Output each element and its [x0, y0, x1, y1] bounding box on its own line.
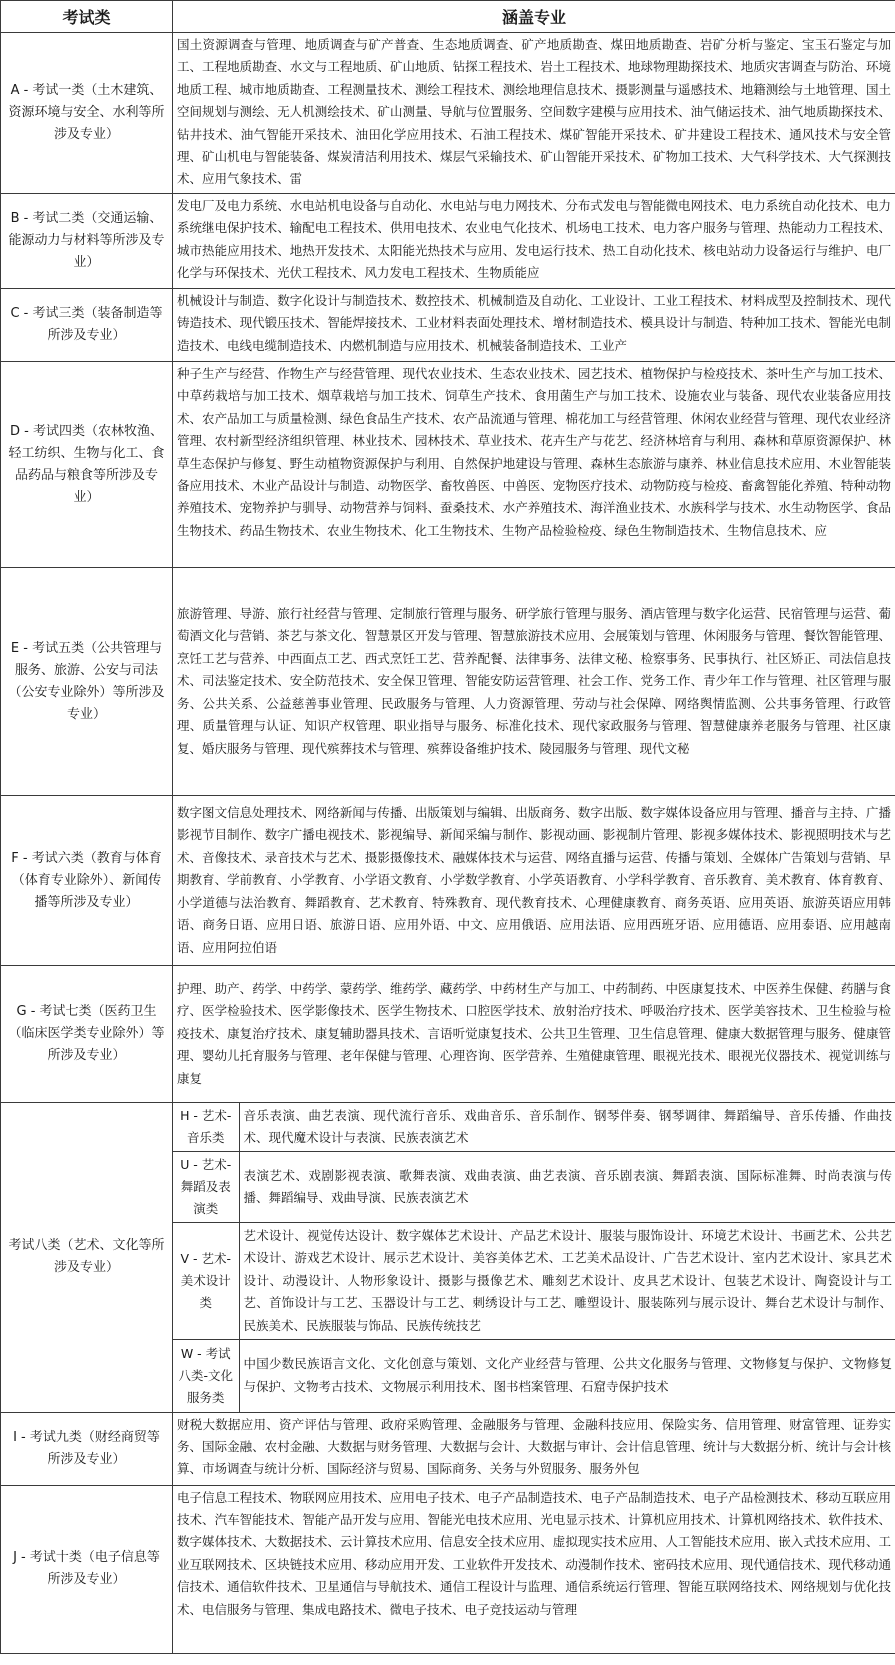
header-exam-category: 考试类 — [1, 1, 173, 33]
subcategory-majors: 音乐表演、曲艺表演、现代流行音乐、戏曲音乐、音乐制作、钢琴伴奏、钢琴调律、舞蹈编导、音乐传播、作曲技术、现代魔术设计与表演、民族表演艺术 — [239, 1103, 895, 1152]
subcategory-majors: 艺术设计、视觉传达设计、数字媒体艺术设计、产品艺术设计、服装与服饰设计、环境艺术设计、书画艺术、公共艺术设计、游戏艺术设计、展示艺术设计、美容美体艺术、工艺美术品设计、广告艺术设计、室内艺术设计、家具艺术设计、动漫设计、人物形象设计、摄影与摄像艺术、雕刻艺术设计、皮具艺术设计、包装艺术设计、陶瓷设计与工艺、首饰设计与工艺、玉器设计与工艺、刺绣设计与工艺、雕塑设计、服装陈列与展示设计、舞台艺术设计与制作、民族美术、民族服装与饰品、民族传统技艺 — [239, 1223, 895, 1340]
category-cell: E - 考试五类（公共管理与服务、旅游、公安与司法（公安专业除外）等所涉及专业） — [1, 568, 173, 796]
table-row — [1, 796, 895, 966]
arts-subcategory-table — [173, 1103, 895, 1412]
majors-cell — [173, 1412, 895, 1485]
majors-text: 旅游管理、导游、旅行社经营与管理、定制旅行管理与服务、研学旅行管理与服务、酒店管理与数字化运营、民宿管理与运营、葡萄酒文化与营销、茶艺与茶文化、智慧景区开发与管理、智慧旅游技术应用、会展策划与管理、休闲服务与管理、餐饮智能管理、烹饪工艺与营养、中西面点工艺、西式烹饪工艺、营养配餐、法律事务、法律文秘、检察事务、民事执行、社区矫正、司法信息技术、司法鉴定技术、安全防范技术、安全保卫管理、智能安防运营管理、社会工作、党务工作、青少年工作与管理、社区管理与服务、公共关系、公益慈善事业管理、民政服务与管理、人力资源管理、劳动与社会保障、网络舆情监测、公共事务管理、行政管理、质量管理与认证、知识产权管理、职业指导与服务、标准化技术、现代家政服务与管理、智慧健康养老服务与管理、社区康复、婚庆服务与管理、现代殡葬技术与管理、殡葬设备维护技术、陵园服务与管理、现代文秘 — [177, 606, 891, 756]
table-row — [1, 1485, 895, 1653]
header-covered-majors: 涵盖专业 — [173, 1, 895, 33]
majors-text: 种子生产与经营、作物生产与经营管理、现代农业技术、生态农业技术、园艺技术、植物保护与检疫技术、茶叶生产与加工技术、中草药栽培与加工技术、烟草栽培与加工技术、饲草生产技术、食用菌生产与加工技术、设施农业与装备、现代农业装备应用技术、农产品加工与质量检测、绿色食品生产技术、农产品流通与管理、棉花加工与经营管理、休闲农业经营与管理、现代农业经济管理、农村新型经济组织管理、林业技术、园林技术、草业技术、花卉生产与花艺、经济林培育与利用、森林和草原资源保护、林草生态保护与修复、野生动植物资源保护与利用、自然保护地建设与管理、森林生态旅游与康养、林业信息技术应用、木业智能装备应用技术、木业产品设计与制造、动物医学、畜牧兽医、中兽医、宠物医疗技术、动物防疫与检疫、畜禽智能化养殖、特种动物养殖技术、宠物养护与驯导、动物营养与饲料、蚕桑技术、水产养殖技术、海洋渔业技术、水族科学与技术、水生动物医学、食品生物技术、药品生物技术、农业生物技术、化工生物技术、生物产品检验检疫、绿色生物制造技术、生物信息技术、应 — [177, 366, 891, 538]
majors-cell — [173, 796, 895, 966]
majors-text: 机械设计与制造、数字化设计与制造技术、数控技术、机械制造及自动化、工业设计、工业工程技术、材料成型及控制技术、现代铸造技术、现代锻压技术、智能焊接技术、工业材料表面处理技术、增材制造技术、模具设计与制造、特种加工技术、智能光电制造技术、电线电缆制造技术、内燃机制造与应用技术、机械装备制造技术、工业产 — [177, 293, 891, 353]
majors-text: 护理、助产、药学、中药学、蒙药学、维药学、藏药学、中药材生产与加工、中药制药、中医康复技术、中医养生保健、药膳与食疗、医学检验技术、医学影像技术、医学生物技术、口腔医学技术、放射治疗技术、呼吸治疗技术、医学美容技术、卫生检验与检疫技术、康复治疗技术、康复辅助器具技术、言语听觉康复技术、公共卫生管理、卫生信息管理、健康大数据管理与服务、健康管理、婴幼儿托育服务与管理、老年保健与管理、心理咨询、医学营养、生殖健康管理、眼视光技术、眼视光仪器技术、视觉训练与康复 — [177, 980, 891, 1086]
table-row — [1, 362, 895, 568]
subcategory-name: V - 艺术-美术设计类 — [173, 1223, 239, 1340]
majors-text: 数字图文信息处理技术、网络新闻与传播、出版策划与编辑、出版商务、数字出版、数字媒体设备应用与管理、播音与主持、广播影视节目制作、数字广播电视技术、影视编导、新闻采编与制作、影视动画、影视制片管理、影视多媒体技术、影视照明技术与艺术、音像技术、录音技术与艺术、摄影摄像技术、融媒体技术与运营、网络直播与运营、传播与策划、全媒体广告策划与营销、早期教育、学前教育、小学教育、小学语文教育、小学数学教育、小学英语教育、小学科学教育、音乐教育、美术教育、体育教育、小学道德与法治教育、舞蹈教育、艺术教育、特殊教育、现代教育技术、心理健康教育、商务英语、应用英语、旅游英语应用韩语、商务日语、应用日语、旅游日语、应用外语、中文、应用俄语、应用法语、应用西班牙语、应用德语、应用泰语、应用越南语、应用阿拉伯语 — [177, 805, 891, 955]
category-cell: A - 考试一类（土木建筑、资源环境与安全、水利等所涉及专业） — [1, 33, 173, 194]
majors-cell — [173, 568, 895, 796]
table-row — [1, 966, 895, 1103]
subcategory-name: H - 艺术-音乐类 — [173, 1103, 239, 1152]
majors-cell — [173, 966, 895, 1103]
majors-cell — [173, 1485, 895, 1653]
category-cell: I - 考试九类（财经商贸等所涉及专业） — [1, 1412, 173, 1485]
majors-cell — [173, 33, 895, 194]
subcategory-name: U - 艺术-舞蹈及表演类 — [173, 1152, 239, 1223]
category-cell: F - 考试六类（教育与体育（体育专业除外）、新闻传播等所涉及专业） — [1, 796, 173, 966]
table-row — [1, 194, 895, 289]
majors-text: 国土资源调查与管理、地质调查与矿产普查、生态地质调查、矿产地质勘查、煤田地质勘查、岩矿分析与鉴定、宝玉石鉴定与加工、工程地质勘查、水文与工程地质、矿山地质、钻探工程技术、岩土工程技术、地球物理勘探技术、地质灾害调查与防治、环境地质工程、城市地质勘查、工程测量技术、测绘工程技术、测绘地理信息技术、摄影测量与遥感技术、地籍测绘与土地管理、国土空间规划与测绘、无人机测绘技术、矿山测量、导航与位置服务、空间数字建模与应用技术、油气储运技术、油气地质勘探技术、钻井技术、油气智能开采技术、油田化学应用技术、石油工程技术、煤矿智能开采技术、矿井建设工程技术、通风技术与安全管理、矿山机电与智能装备、煤炭清洁利用技术、煤层气采输技术、矿山智能开采技术、矿物加工技术、大气科学技术、大气探测技术、应用气象技术、雷 — [177, 37, 891, 187]
arts-subcategory-cell — [173, 1103, 895, 1413]
majors-text: 财税大数据应用、资产评估与管理、政府采购管理、金融服务与管理、金融科技应用、保险实务、信用管理、财富管理、证券实务、国际金融、农村金融、大数据与财务管理、大数据与会计、大数据与审计、会计信息管理、统计与大数据分析、统计与会计核算、市场调查与统计分析、国际经济与贸易、国际商务、关务与外贸服务、服务外包 — [177, 1416, 891, 1477]
subcategory-row — [173, 1223, 895, 1340]
majors-text: 发电厂及电力系统、水电站机电设备与自动化、水电站与电力网技术、分布式发电与智能微电网技术、电力系统自动化技术、电力系统继电保护技术、输配电工程技术、供用电技术、农业电气化技术、机场电工技术、电力客户服务与管理、热能动力工程技术、城市热能应用技术、地热开发技术、太阳能光热技术与应用、发电运行技术、热工自动化技术、核电站动力设备运行与维护、电厂化学与环保技术、光伏工程技术、风力发电工程技术、生物质能应 — [177, 198, 891, 281]
table-row — [1, 1412, 895, 1485]
category-cell: C - 考试三类（装备制造等所涉及专业） — [1, 289, 173, 362]
category-cell: J - 考试十类（电子信息等所涉及专业） — [1, 1485, 173, 1653]
subcategory-row — [173, 1152, 895, 1223]
majors-cell — [173, 362, 895, 568]
majors-cell — [173, 194, 895, 289]
category-cell: G - 考试七类（医药卫生（临床医学类专业除外）等所涉及专业） — [1, 966, 173, 1103]
table-row — [1, 568, 895, 796]
table-row — [1, 289, 895, 362]
majors-cell — [173, 289, 895, 362]
table-header-row — [1, 1, 895, 33]
table-row — [1, 1103, 895, 1413]
subcategory-majors: 表演艺术、戏剧影视表演、歌舞表演、戏曲表演、曲艺表演、音乐剧表演、舞蹈表演、国际标准舞、时尚表演与传播、舞蹈编导、戏曲导演、民族表演艺术 — [239, 1152, 895, 1223]
subcategory-name: W - 考试八类-文化服务类 — [173, 1340, 239, 1412]
subcategory-row — [173, 1340, 895, 1412]
majors-text: 电子信息工程技术、物联网应用技术、应用电子技术、电子产品制造技术、电子产品制造技术、电子产品检测技术、移动互联应用技术、汽车智能技术、智能产品开发与应用、智能光电技术应用、光电显示技术、计算机应用技术、计算机网络技术、软件技术、数字媒体技术、大数据技术、云计算技术应用、信息安全技术应用、虚拟现实技术应用、人工智能技术应用、嵌入式技术应用、工业互联网技术、区块链技术应用、移动应用开发、工业软件开发技术、动漫制作技术、密码技术应用、现代通信技术、现代移动通信技术、通信软件技术、卫星通信与导航技术、通信工程设计与监理、通信系统运行管理、智能互联网络技术、网络规划与优化技术、电信服务与管理、集成电路技术、微电子技术、电子竞技运动与管理 — [177, 1489, 891, 1617]
category-cell: B - 考试二类（交通运输、能源动力与材料等所涉及专业） — [1, 194, 173, 289]
subcategory-row — [173, 1103, 895, 1152]
table-row — [1, 33, 895, 194]
category-cell: 考试八类（艺术、文化等所涉及专业） — [1, 1103, 173, 1413]
subcategory-majors: 中国少数民族语言文化、文化创意与策划、文化产业经营与管理、公共文化服务与管理、文物修复与保护、文物修复与保护、文物考古技术、文物展示利用技术、图书档案管理、石窟寺保护技术 — [239, 1340, 895, 1412]
category-cell: D - 考试四类（农林牧渔、轻工纺织、生物与化工、食品药品与粮食等所涉及专业） — [1, 362, 173, 568]
